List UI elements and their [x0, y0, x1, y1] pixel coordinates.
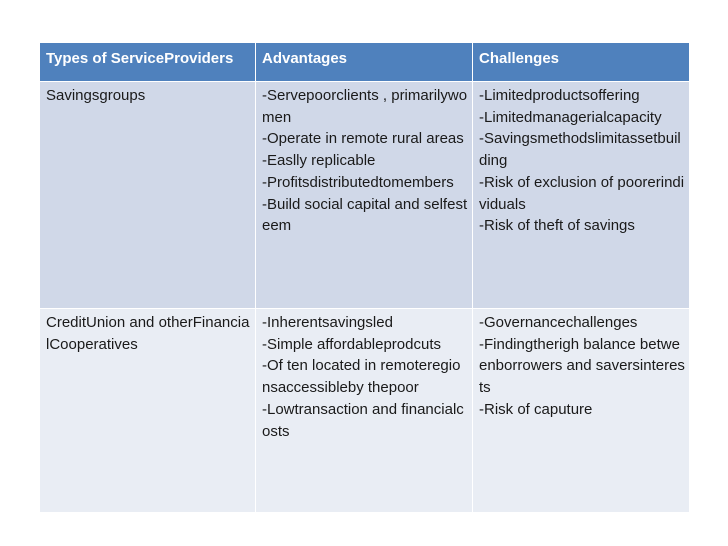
service-providers-table	[39, 42, 690, 513]
header-challenges: Challenges	[473, 43, 690, 82]
advantage-item: -Servepoorclients , primarilywomen	[262, 87, 468, 126]
advantage-item: -Simple affordableprodcuts	[262, 335, 441, 353]
provider-name: CreditUnion and otherFinancialCooperatives	[46, 314, 250, 353]
table-row	[40, 82, 690, 309]
table-row	[40, 309, 690, 513]
advantages-cell	[256, 82, 473, 309]
challenge-item: -Savingsmethodslimitassetbuilding	[479, 130, 681, 170]
provider-cell	[40, 82, 256, 309]
advantage-item: -Build social capital and selfesteem	[262, 195, 468, 235]
challenge-item: -Risk of exclusion of poorerindividuals	[479, 173, 685, 213]
challenge-item: -Risk of caputure	[479, 400, 593, 418]
header-types: Types of ServiceProviders	[40, 43, 256, 82]
advantage-item: -Operate in remote rural areas	[262, 130, 464, 148]
header-advantages: Advantages	[256, 43, 473, 82]
challenge-item: -Findingtherigh balance betweenborrowers and saversinterests	[479, 335, 685, 397]
header-row	[40, 43, 690, 82]
advantages-cell	[256, 309, 473, 513]
advantage-item: -Inherentsavingsled	[262, 314, 393, 331]
advantage-item: -Profitsdistributedtomembers	[262, 173, 454, 191]
challenge-item: -Governancechallenges	[479, 314, 638, 331]
challenges-cell	[473, 309, 690, 513]
advantage-item: -Easlly replicable	[262, 152, 376, 170]
provider-name: Savingsgroups	[46, 87, 146, 104]
challenges-cell	[473, 82, 690, 309]
advantage-item: -Of ten located in remoteregionsaccessibleby thepoor	[262, 357, 461, 397]
provider-cell	[40, 309, 256, 513]
challenge-item: -Risk of theft of savings	[479, 217, 635, 235]
challenge-item: -Limitedproductsoffering	[479, 87, 640, 104]
challenge-item: -Limitedmanagerialcapacity	[479, 108, 662, 126]
advantage-item: -Lowtransaction and financialcosts	[262, 400, 464, 440]
